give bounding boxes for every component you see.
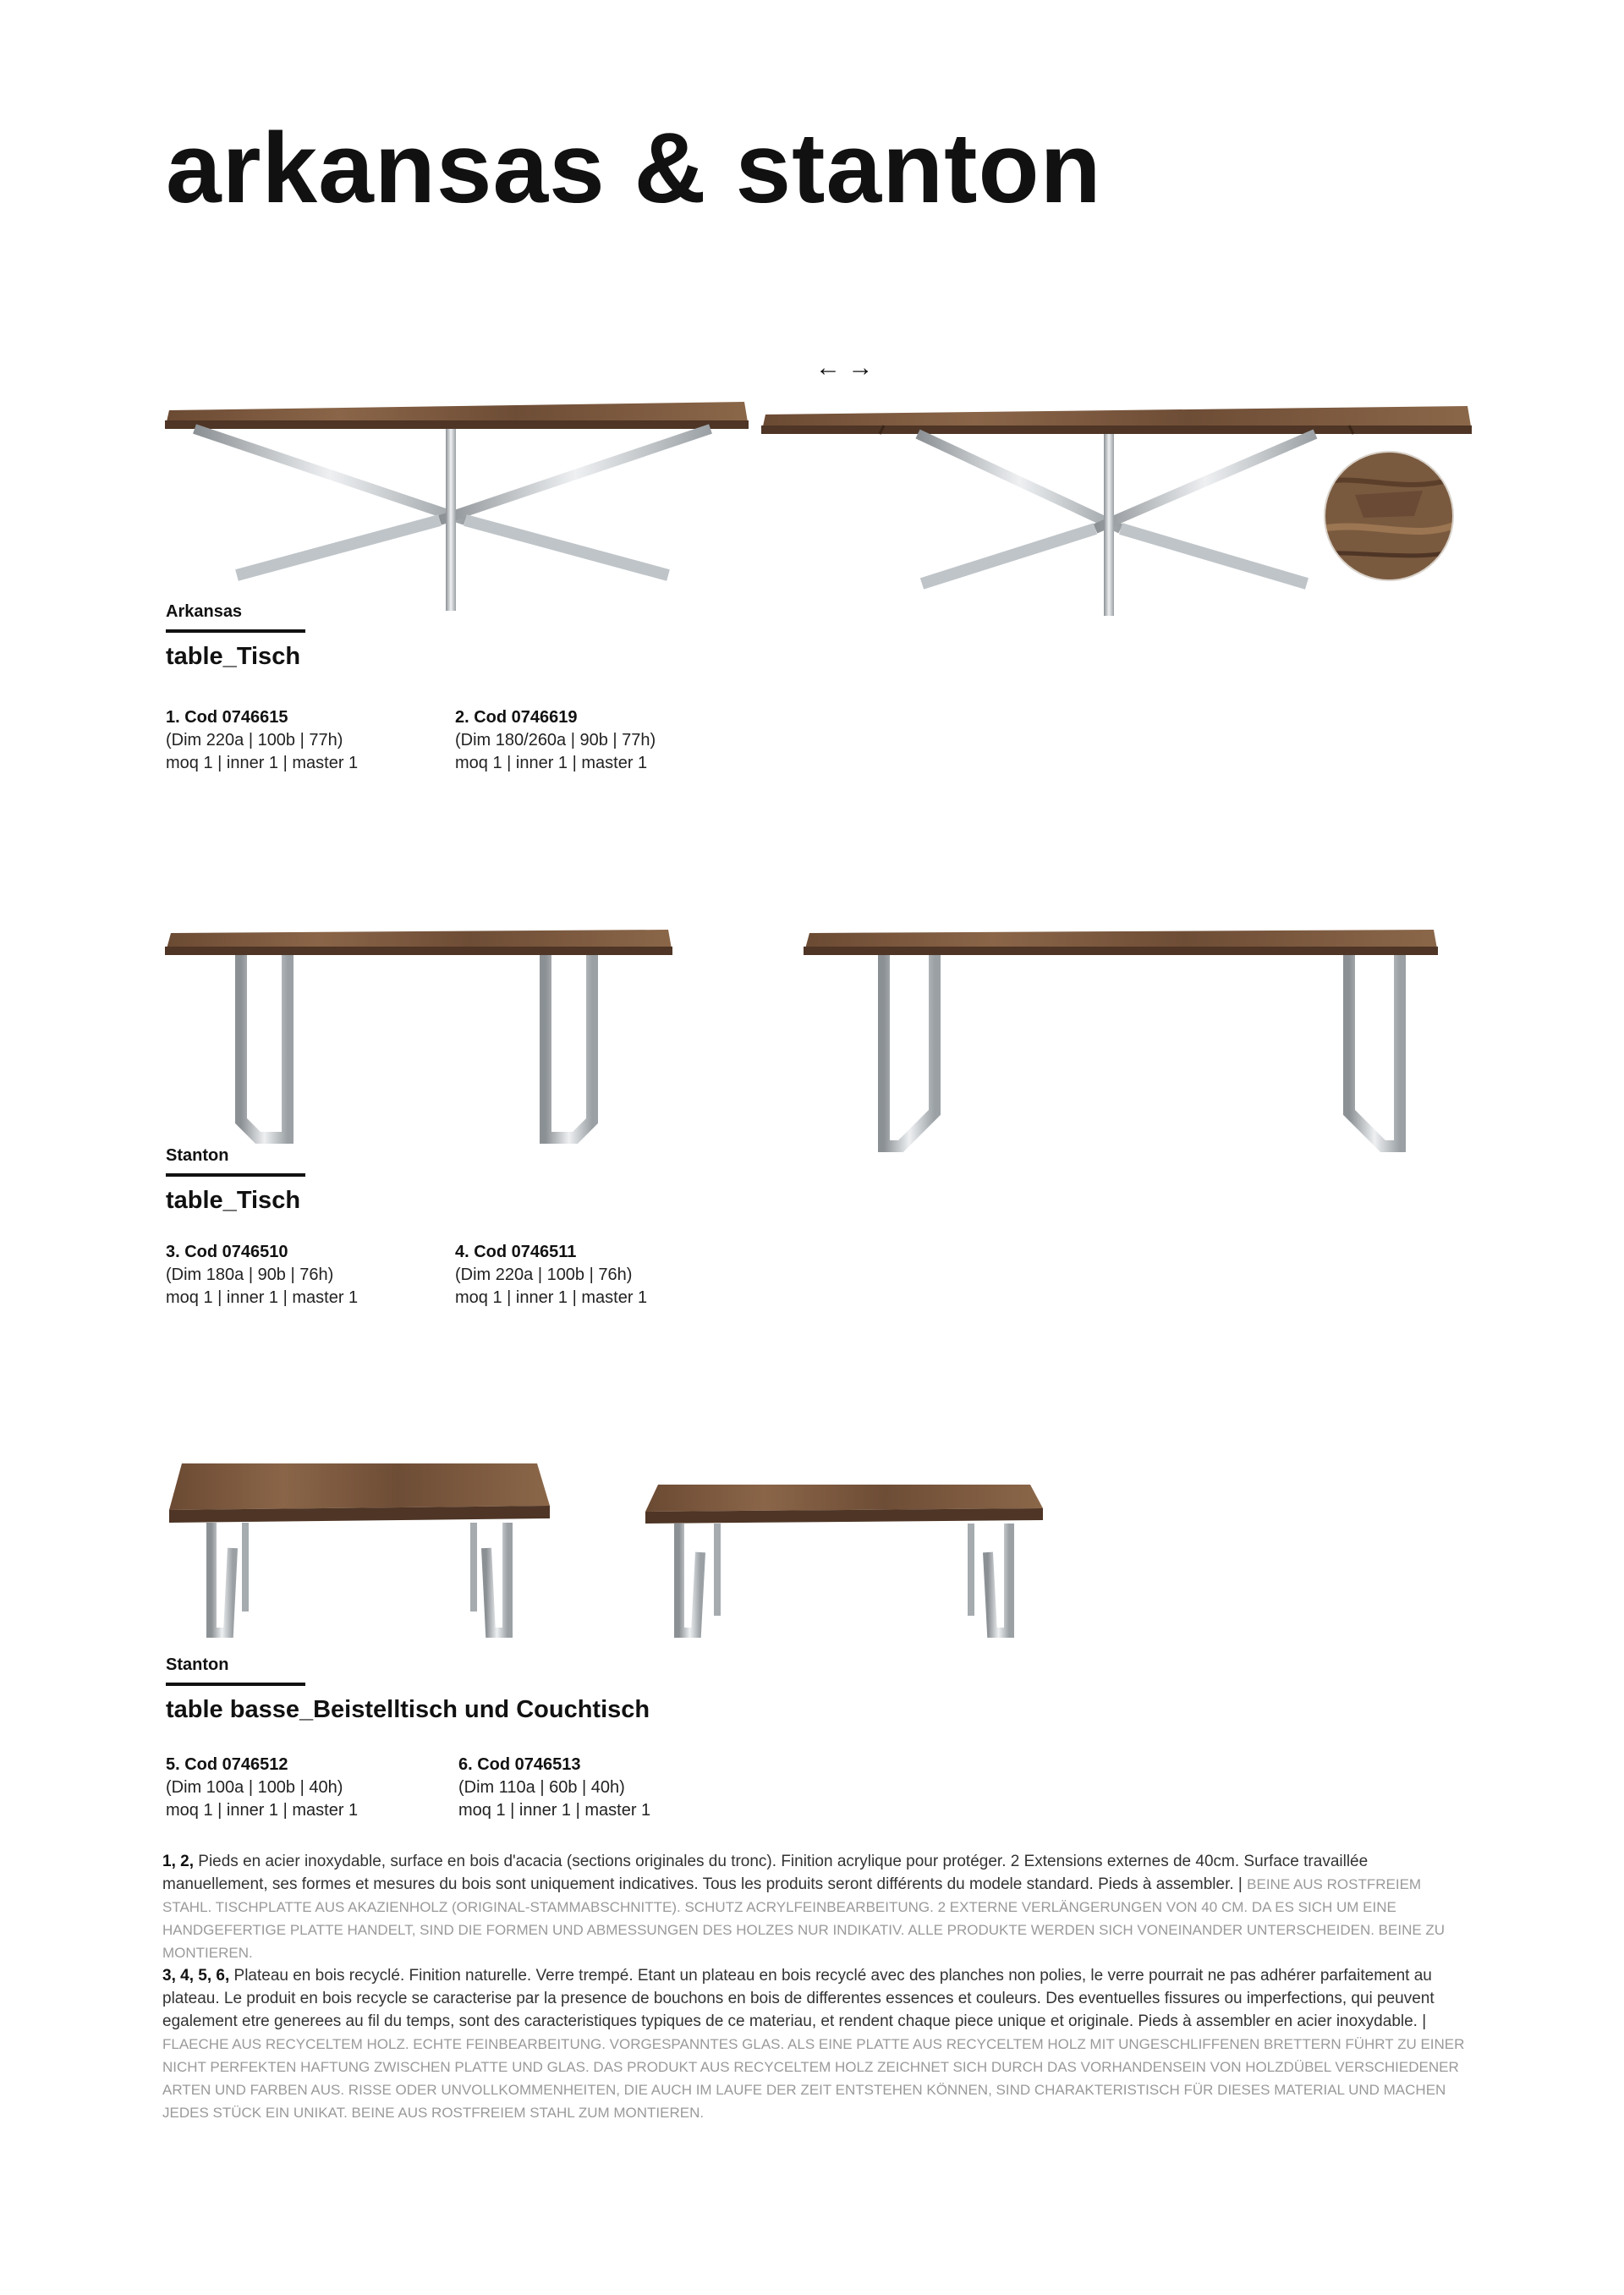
description-fr: Plateau en bois recyclé. Finition naturelle. Verre trempé. Etant un plateau en bois recyclé avec des planches non polies, le verre pourrait ne pas adhérer parfaitement au plateau. Le produit en bois recycle se caracterise par la presence de bouchons en bois de differentes essences et couleurs. Des eventuelles fissures ou imperfections, qui peuvent egalement etre generees au fil du temps, sont des caracteristiques typiques de ce materiau, et rendent chaque piece unique et originale. Pieds à assembler en acier inoxydable. | [162,1967,1435,2030]
product-packaging: moq 1 | inner 1 | master 1 [458,1801,651,1820]
product-card [455,1241,647,1309]
description-de: BEINE AUS ROSTFREIEM STAHL. TISCHPLATTE AUS AKAZIENHOLZ (ORIGINAL-STAMMABSCHNITTE). SCHUTZ ACRYLFEINBEARBEITUNG. 2 EXTERNE VERLÄNGERUNGEN VON 40 CM. DA ES SICH UM EINE HANDGEFERTIGE PLATTE HANDELT, SIND DIE FORMEN UND ABMESSUNGEN DES HOLZES NUR INDIKATIV. ALLE PRODUKTE WERDEN SICH VONEINANDER UNTERSCHEIDEN. BEINE ZU MONTIEREN. [162,1876,1446,1961]
product-dimensions: (Dim 220a | 100b | 76h) [455,1266,633,1284]
product-dimensions: (Dim 180/260a | 90b | 77h) [455,731,656,749]
stanton-table-220-image [799,918,1442,1155]
product-code: 4. Cod 0746511 [455,1243,577,1261]
product-packaging: moq 1 | inner 1 | master 1 [166,1288,359,1307]
extend-arrows-icon: ← → [815,354,874,382]
section-rule [166,1173,305,1177]
product-code: 3. Cod 0746510 [166,1243,288,1261]
product-card [458,1754,650,1822]
collection-label: Stanton [166,1146,229,1165]
product-dimensions: (Dim 220a | 100b | 77h) [166,731,343,749]
stanton-coffee-table-rect-image [641,1476,1047,1645]
product-code: 6. Cod 0746513 [458,1755,581,1774]
section-subtitle: table_Tisch [166,1187,301,1214]
product-code: 1. Cod 0746615 [166,708,288,727]
description-paragraph [162,1964,1472,2124]
product-description [162,1850,1472,2124]
product-packaging: moq 1 | inner 1 | master 1 [166,754,359,772]
page-title: arkansas & stanton [166,113,1102,224]
product-code: 5. Cod 0746512 [166,1755,288,1774]
stanton-coffee-table-square-image [165,1455,556,1645]
product-card [455,706,656,775]
section-rule [166,1683,305,1686]
collection-label: Stanton [166,1655,229,1674]
product-dimensions: (Dim 180a | 90b | 76h) [166,1266,334,1284]
product-code: 2. Cod 0746619 [455,708,578,727]
product-packaging: moq 1 | inner 1 | master 1 [455,754,648,772]
product-card [166,1241,358,1309]
arkansas-table-image [161,385,753,618]
product-card [166,1754,358,1822]
product-card [166,706,358,775]
description-de: FLAECHE AUS RECYCELTEM HOLZ. ECHTE FEINBEARBEITUNG. VORGESPANNTES GLAS. ALS EINE PLATTE AUS RECYCELTEM HOLZ MIT UNGESCHLIFFENEN BRETTERN FÜHRT ZU EINER NICHT PERFEKTEN HAFTUNG ZWISCHEN PLATTE UND GLAS. DAS PRODUKT AUS RECYCELTEM HOLZ ZEICHNET SICH DURCH DAS VORHANDENSEIN VON HOLZDÜBEL VERSCHIEDENER ARTEN UND FARBEN AUS. RISSE ODER UNVOLLKOMMENHEITEN, DIE AUCH IM LAUFE DER ZEIT ENTSTEHEN KÖNNEN, SIND CHARAKTERISTISCH FÜR DIESES MATERIAL UND MACHEN JEDES STÜCK EIN UNIKAT. BEINE AUS ROSTFREIEM STAHL ZUM MONTIEREN. [162,2036,1465,2121]
description-paragraph [162,1850,1472,1964]
product-packaging: moq 1 | inner 1 | master 1 [455,1288,648,1307]
section-subtitle: table basse_Beistelltisch und Couchtisch [166,1696,650,1723]
section-subtitle: table_Tisch [166,643,301,670]
stanton-table-180-image [161,918,678,1146]
collection-label: Arkansas [166,602,243,621]
product-packaging: moq 1 | inner 1 | master 1 [166,1801,359,1820]
section-rule [166,629,305,633]
description-ref: 3, 4, 5, 6, [162,1967,230,1985]
product-dimensions: (Dim 100a | 100b | 40h) [166,1778,343,1797]
description-fr: Pieds en acier inoxydable, surface en bois d'acacia (sections originales du tronc). Finition acrylique pour protéger. 2 Extensions externes de 40cm. Surface travaillée manuellement, ses formes et mesures du bois sont uniquement indicatives. Tous les produits seront différents du modele standard. Pieds à assembler. | [162,1853,1369,1893]
wood-detail-image [1321,448,1457,584]
product-dimensions: (Dim 110a | 60b | 40h) [458,1778,625,1797]
description-ref: 1, 2, [162,1853,194,1870]
